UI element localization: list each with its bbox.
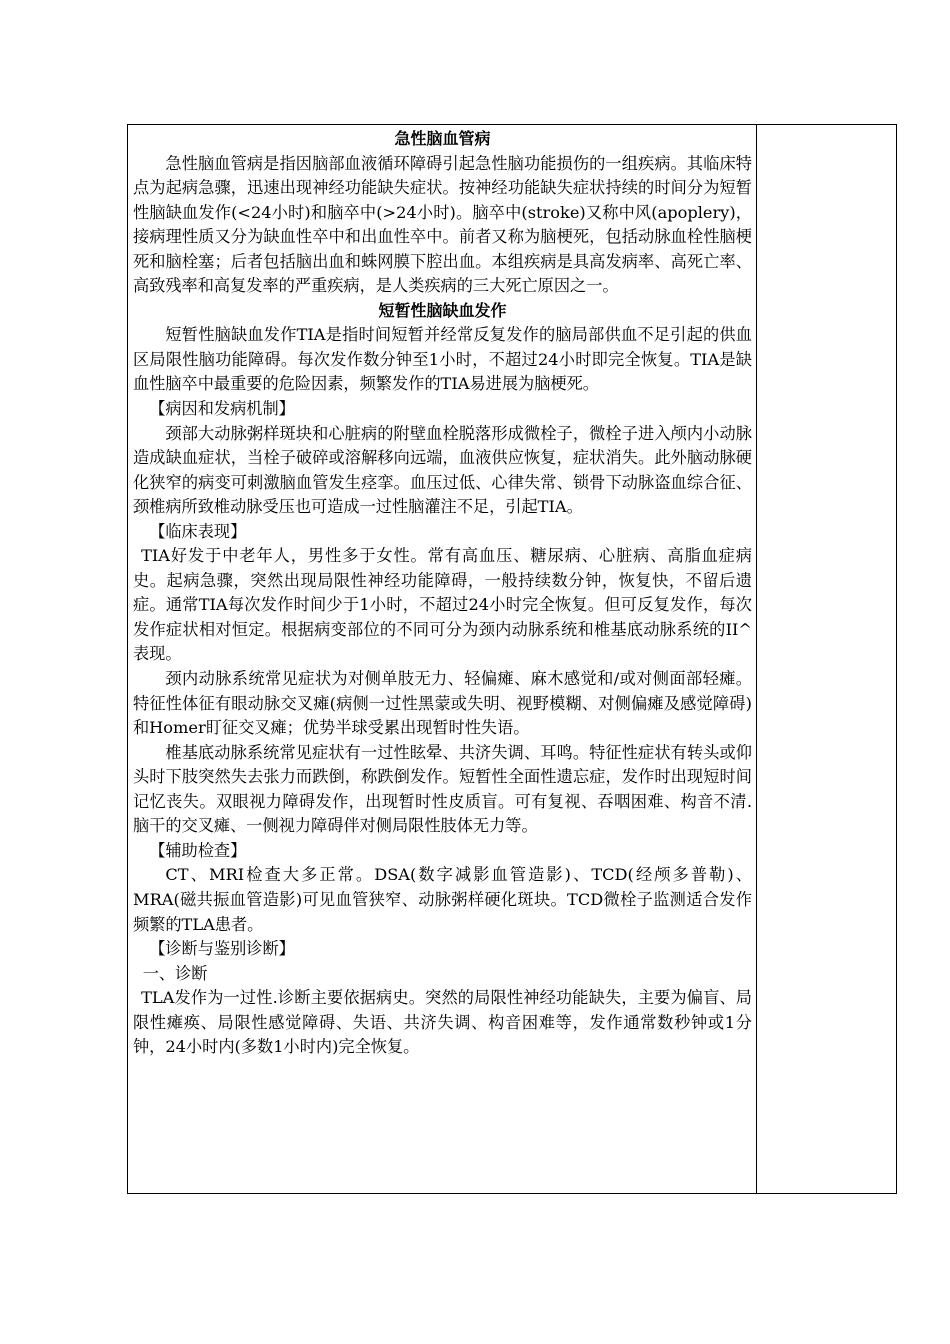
exam-paragraph: CT、MRI检查大多正常。DSA(数字减影血管造影)、TCD(经颅多普勒)、MRA(磁共振血管造影)可见血管狭窄、动脉粥样硬化斑块。TCD微栓子监测适合发作频繁的TLA患者。 [133,865,752,934]
document-table [127,124,897,1194]
exam-heading: 【辅助检查】 [149,840,247,860]
diagnosis-heading: 【诊断与鉴别诊断】 [149,939,295,959]
side-cell [757,125,896,1193]
carotid-paragraph: 颈内动脉系统常见症状为对侧单肢无力、轻偏瘫、麻木感觉和/或对侧面部轻瘫。特征性体征有眼动脉交叉瘫(病侧一过性黑蒙或失明、视野模糊、对侧偏瘫及感觉障碍)和Homer盯征交叉瘫；优势半球受累出现暂时性失语。 [133,669,752,738]
document-title: 急性脑血管病 [394,129,491,148]
document-content [133,127,752,1060]
content-cell [128,125,757,1193]
clinical-heading: 【临床表现】 [149,521,247,541]
clinical-paragraph: TIA好发于中老年人，男性多于女性。常有高血压、糖尿病、心脏病、高脂血症病史。起病急骤，突然出现局限性神经功能障碍，一般持续数分钟，恢复快，不留后遗症。通常TIA每次发作时间少于1小时，不超过24小时完全恢复。但可反复发作，每次发作症状相对恒定。根据病变部位的不同可分为颈内动脉系统和椎基底动脉系统的II^表现。 [133,546,752,664]
vertebral-paragraph: 椎基底动脉系统常见症状有一过性眩晕、共济失调、耳鸣。特征性症状有转头或仰头时下肢突然失去张力而跌倒，称跌倒发作。短暂性全面性遗忘症，发作时出现短时间记忆丧失。双眼视力障碍发作，出现暂时性皮质盲。可有复视、吞咽困难、构音不清.脑干的交叉瘫、一侧视力障碍伴对侧局限性肢体无力等。 [133,742,752,836]
cause-paragraph: 颈部大动脉粥样斑块和心脏病的附壁血栓脱落形成微栓子，微栓子进入颅内小动脉造成缺血症状，当栓子破碎或溶解移向远端，血液供应恢复，症状消失。此外脑动脉硬化狭窄的病变可刺激脑血管发生痉挛。血压过低、心律失常、锁骨下动脉盗血综合征、颈椎病所致椎动脉受压也可造成一过性脑灌注不足，引起TIA。 [133,423,752,517]
diagnosis-paragraph: TLA发作为一过性.诊断主要依据病史。突然的局限性神经功能缺失，主要为偏盲、局限性瘫痪、局限性感觉障碍、失语、共济失调、构音困难等，发作通常数秒钟或1分钟，24小时内(多数1小时内)完全恢复。 [133,988,752,1057]
cause-heading: 【病因和发病机制】 [149,399,295,419]
section-intro-paragraph: 短暂性脑缺血发作TIA是指时间短暂并经常反复发作的脑局部供血不足引起的供血区局限性脑功能障碍。每次发作数分钟至1小时，不超过24小时即完全恢复。TIA是缺血性脑卒中最重要的危险因素，频繁发作的TIA易进展为脑梗死。 [133,325,752,394]
diagnosis-subheading: 一、诊断 [142,963,208,983]
intro-paragraph: 急性脑血管病是指因脑部血液循环障碍引起急性脑功能损伤的一组疾病。其临床特点为起病急骤，迅速出现神经功能缺失症状。按神经功能缺失症状持续的时间分为短暂性脑缺血发作(<24小时)和脑卒中(>24小时)。脑卒中(stroke)又称中风(apoplery)，接病理性质又分为缺血性卒中和出血性卒中。前者又称为脑梗死，包括动脉血栓性脑梗死和脑栓塞；后者包括脑出血和蛛网膜下腔出血。本组疾病是具高发病率、高死亡率、高致残率和高复发率的严重疾病，是人类疾病的三大死亡原因之一。 [133,153,752,296]
section-title: 短暂性脑缺血发作 [378,300,507,320]
